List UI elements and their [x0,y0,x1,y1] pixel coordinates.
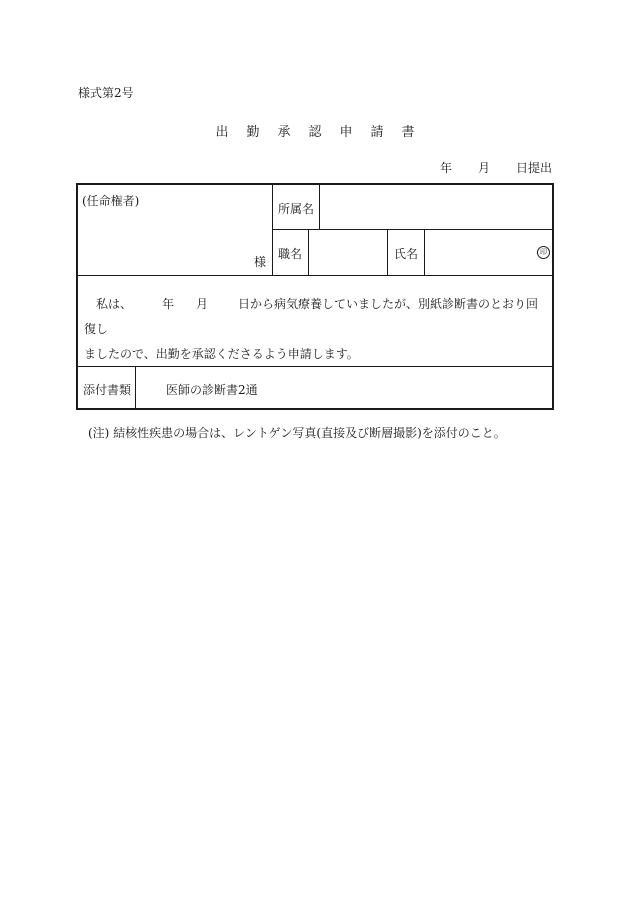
application-form-table [76,183,554,410]
date-day-submitted-label: 日提出 [516,161,553,175]
form-title [0,121,630,140]
honorific-sama: 様 [254,255,267,269]
name-label: 氏名 [394,247,419,261]
statement-month-label: 月 [196,297,209,311]
affiliation-label: 所属名 [278,202,315,216]
statement-line2: ましたので、出勤を承認くださるよう申請します。 [84,347,359,361]
title-char: 書 [401,125,415,140]
title-char: 認 [308,125,322,140]
statement-line1-rest: 日から病気療養していましたが、別紙診断書のとおり回復し [84,297,539,336]
seal-mark-icon: 印 [537,246,550,259]
title-char: 承 [277,125,291,140]
position-label: 職名 [278,247,303,261]
attachments-label: 添付書類 [83,383,132,397]
column-divider [424,229,425,275]
statement-prefix: 私は、 [96,297,133,311]
date-year-label: 年 [440,161,453,175]
title-char: 請 [370,125,384,140]
column-divider [319,185,320,229]
row-divider [272,229,552,230]
column-divider [308,229,309,275]
appointer-label: (任命権者) [82,194,140,208]
title-char: 出 [215,125,229,140]
statement-year-label: 年 [162,297,175,311]
title-char: 申 [339,125,353,140]
date-month-label: 月 [478,161,491,175]
form-number: 様式第2号 [78,86,134,100]
row-divider [78,275,552,276]
attachments-value: 医師の診断書2通 [166,383,258,397]
application-statement [84,292,550,367]
title-char: 勤 [246,125,260,140]
column-divider [387,229,388,275]
note-text: (注) 結核性疾患の場合は、レントゲン写真(直接及び断層撮影)を添付のこと。 [88,426,506,440]
column-divider [272,185,273,275]
column-divider [135,366,136,408]
submission-date [440,159,552,176]
